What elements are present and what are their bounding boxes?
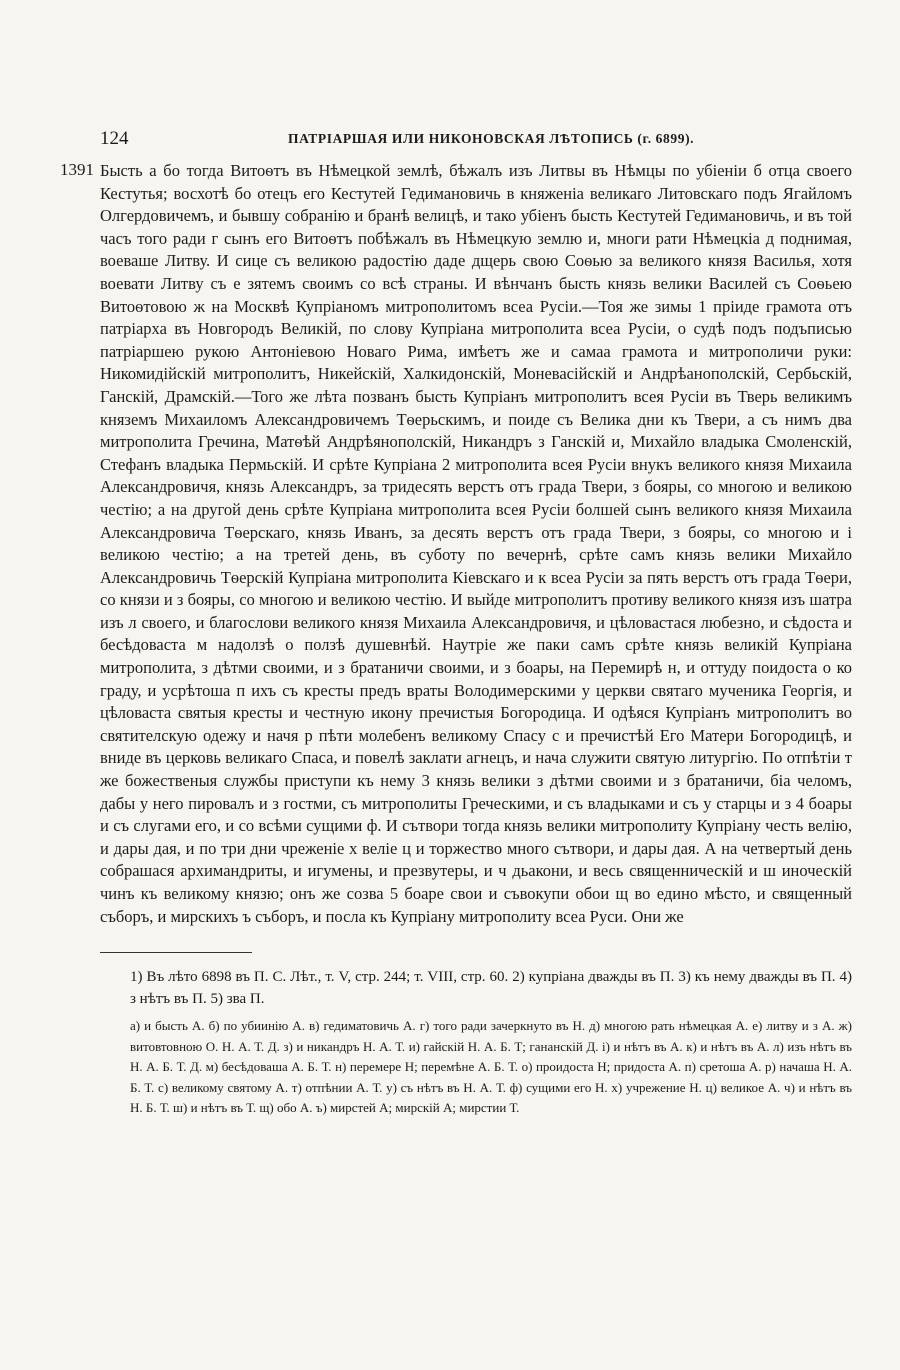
margin-year: 1391 (60, 160, 94, 179)
numbered-footnotes: 1) Въ лѣто 6898 въ П. С. Лѣт., т. V, стр. 244; т. VIII, стр. 60. 2) купріана дважды въ П. 3) къ нему дважды въ П. 4) з нѣтъ въ П. 5) зва П. (130, 969, 852, 1007)
running-title: ПАТРІАРШАЯ ИЛИ НИКОНОВСКАЯ ЛѢТОПИСЬ (г. 6899). (288, 131, 695, 146)
page-header (100, 128, 852, 152)
footnote-divider (100, 952, 252, 953)
chronicle-text: Бысть а бо тогда Витоѳтъ въ Нѣмецкой землѣ, бѣжалъ изъ Литвы въ Нѣмцы по убіеніи б отца своего Кестутья; восхотѣ бо отецъ его Кестутей Гедимановичь в княженіа великаго Литовскаго подъ Ягайломъ Олгердовичемъ, и бывшу собранію и бранѣ велицѣ, и тако убіенъ бысть Кестутей Гедимановичь, и въ той часъ того ради г сынъ его Витоѳтъ побѣжалъ въ Нѣмецкую землю и, многи рати Нѣмецкіа д поднимая, воеваше Литву. И сице съ великою радостію даде дщерь свою Соѳью за великого князя Василья, хотя воевати Литву съ е зятемъ своимъ со всѣ страны. И вѣнчанъ бысть князь велики Василей съ Соѳьею Витоѳтовою ж на Москвѣ Купріаномъ митрополитомъ всеа Русіи.—Тоя же зимы 1 пріиде грамота отъ патріарха въ Новгородъ Великій, по слову Купріана митрополита всеа Русіи, о судѣ подъ подъписью патріаршею рукою Антоніевою Новаго Рима, имѣетъ же и самаа грамота и митрополичи руки: Никомидійскій митрополитъ, Никейскій, Халкидонскій, Моневасійскій и Андрѣанополскій, Сербьскій, Ганскій, Драмскій.—Того же лѣта позванъ бысть Купріанъ митрополитъ всея Русіи въ Тверь великимъ княземъ Михаиломъ Александровичемъ Тѳерьскимъ, и поиде съ Велика дни къ Твери, а съ нимъ два митрополита Гречина, Матѳѣй Андрѣянополскій, Никандръ з Ганскій и, Михайло владыка Смоленскій, Стефанъ владыка Пермьскій. И срѣте Купріана 2 митрополита всея Русіи внукъ великого князя Михаила Александровичя, князь Александръ, за тридесять верстъ отъ града Твери, з бояры, со многою и великою честію; а на другой день срѣте Купріана митрополита всея Русіи болшей сынъ великого князя Михаила Александровича Тѳерскаго, князь Иванъ, за десять верстъ отъ града Твери, з бояры, со многою и і великою честію; а на третей день, въ суботу по вечернѣ, срѣте самъ князь велики Михайло Александровичь Тѳерскій Купріана митрополита Кіевскаго и к всеа Русіи за пять верстъ отъ града Тѳери, со князи и з бояры, со многою и великою честію. И выйде митрополитъ противу великого князя изъ шатра изъ л своего, и благослови великого князя Михаила Александровичя, и цѣловастася любезно, и сѣдоста и бесѣдоваста м надолзѣ о ползѣ душевнѣй. Наутріе же паки самъ срѣте князь великій Купріана митрополита, з дѣтми своими, и з братаничи своими, и з боары, на Перемирѣ н, и оттуду поидоста о ко граду, и усрѣтоша п ихъ съ кресты предъ враты Володимерскими у церкви святаго мученика Георгія, и цѣловаста святыя кресты и честную икону пречистыя Богородица. И одѣяся Купріанъ митрополитъ во святителскую одежу и начя р пѣти молебенъ великому Спасу с и пречистѣй Его Матери Богородицѣ, и вниде въ церковь великаго Спаса, и повелѣ заклати агнецъ, и нача служити святую литургію. По отпѣтіи т же божественыя службы приступи къ нему 3 князь велики з дѣтми своими и з братаничи, біа челомъ, дабы у него пировалъ и з гостми, съ митрополиты Греческими, и съ владыками и съ у старцы и з 4 боары и съ слугами его, и со всѣми сущими ф. И сътвори тогда князь велики митрополиту Купріану честь велію, и дары дая, и по три дни чреженіе х веліе ц и торжество много сътвори, и дары дая. А на четвертый день собрашася архимандриты, и игумены, и презвутеры, и ч дьакони, и весь священническій и ш иноческій чинъ къ великому князю; онъ же созва 5 боаре свои и съвокупи обои щ во едино мѣсто, и священный съборъ, и мирскихъ ъ съборъ, и посла къ Купріану митрополиту всеа Руси. Они же (100, 161, 852, 926)
lettered-footnotes: а) и бысть А. б) по убиинію А. в) гедиматовичь А. г) того ради зачеркнуто въ Н. д) многою рать нѣмецкая А. е) литву и з А. ж) витовтовною О. Н. А. Т. Д. з) и никандръ Н. А. Т. и) гайскій Н. А. Б. Т; гананскій Д. і) и нѣтъ въ А. к) и нѣтъ въ А. л) изъ нѣтъ въ Н. А. Б. Т. Д. м) бесѣдоваша А. Б. Т. н) перемере Н; перемѣне А. Б. Т. о) проидоста Н; придоста А. п) сретоша А. р) начаша Н. А. Б. Т. с) великому святому А. т) отпѣнии А. Т. у) съ нѣтъ въ Н. А. Т. ф) сущими его Н. х) учрежение Н. ц) великое А. ч) и нѣтъ въ Н. Б. Т. ш) и нѣтъ въ Т. щ) обо А. ъ) мирстей А; мирскій А; мирстии Т. (130, 1018, 852, 1115)
page-number: 124 (100, 128, 129, 149)
